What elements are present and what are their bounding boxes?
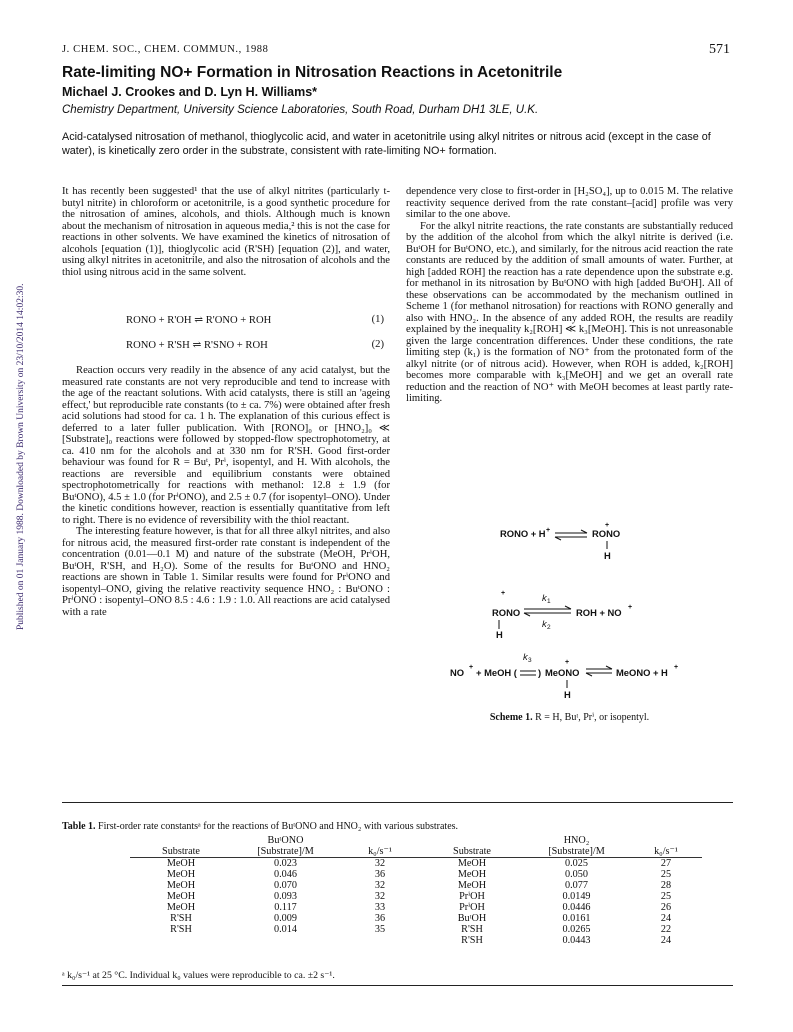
- table-cell: 0.077: [565, 880, 588, 891]
- scheme-r3-right: MeONO + H: [616, 667, 668, 678]
- table-row: [130, 902, 702, 913]
- table-cell: R'SH: [461, 935, 483, 946]
- table-cell: 25: [660, 891, 672, 902]
- table-cell: 0.117: [274, 902, 297, 913]
- table-cell: 28: [660, 880, 672, 891]
- table-cell: PrⁱOH: [459, 902, 485, 913]
- table-cell: MeOH: [166, 880, 196, 891]
- scheme-r3-mid: + MeOH (: [476, 667, 517, 678]
- scheme-r3-charge: +: [565, 659, 570, 666]
- scheme-r3-no-charge: +: [469, 664, 474, 671]
- left-paragraph-2: Reaction occurs very readily in the absence of any acid catalyst, but the measured rate constants are not very reproducible and tend to increase with the age of the reactant solutions. With acid catalysts, there is still an 'ageing effect,' but reproducible rate constants (to ± ca. 7%) were obtained after fresh acid solutions had stood for ca. 1 h. The explanation of this curious effect is deferred to a later fuller publication. With [RONO]₀ or [HNO₂]₀ ≪ [Substrate]₀ reactions were followed by stopped-flow spectrophotometry, at ca. 410 nm for the alcohols and at 330 nm for R'SH. Good first-order behaviour was found for R = Buᵗ, Prⁱ, isopentyl, and H. With alcohols, the reactions are reversible and equilibrium constants were obtained spectrophotometrically for reactions with methanol: 12.8 ± 1.9 (for BuᵗONO), 4.5 ± 1.0 (for PrⁱONO), and 2.5 ± 0.7 (for isopentyl–ONO). Under the kinetic conditions however, reaction is essentially quantitative from left to right. There is no evidence of reversibility with the thiol reactant.: [62, 365, 390, 526]
- download-stamp-text: Published on 01 January 1988. Downloaded by Brown University on 23/10/2014 14:02:30.: [16, 283, 26, 630]
- table-row: [130, 858, 702, 870]
- table-cell: [339, 935, 421, 946]
- table-cell: 0.0446: [562, 902, 591, 913]
- table-cell: 0.070: [274, 880, 297, 891]
- abstract: Acid-catalysed nitrosation of methanol, thioglycolic acid, and water in acetonitrile using alkyl nitrites or nitrous acid (except in the case of water), is kinetically zero order in the substrate, consistent with rate-limiting NO+ formation.: [62, 131, 711, 157]
- table-row: [130, 913, 702, 924]
- table-cell: 26: [660, 902, 672, 913]
- scheme-r1-charge: +: [605, 522, 610, 529]
- column-header: [Substrate]/M: [257, 846, 314, 857]
- scheme-r3-close: ): [538, 667, 542, 678]
- scheme-r1-left: RONO + H: [500, 528, 546, 539]
- left-paragraph-1: It has recently been suggested¹ that the use of alkyl nitrites (particularly t-butyl nitrite) in chloroform or acetonitrile, is a good synthetic procedure for the nitrosation of amines, alcohols, and thiols. Although much is known about the mechanism of nitrosation in aqueous media,² this is not the case for reactions in other solvents. We have examined the kinetics of nitrosation of alcohols [equation (1)], thioglycolic acid (R'SH) [equation (2)], and water, using alkyl nitrites in acetonitrile, and also the nitrosation of alcohols and the thiol using nitrous acid in the same solvent.: [62, 186, 390, 278]
- table-cell: 0.0443: [562, 935, 591, 946]
- scheme-caption: [406, 712, 733, 723]
- table-cell: 0.0265: [562, 924, 591, 935]
- equation-1: [62, 314, 390, 328]
- left-column: [62, 186, 390, 278]
- table-cell: R'SH: [170, 913, 192, 924]
- table-cell: 32: [374, 891, 386, 902]
- page-number: 571: [709, 42, 730, 57]
- column-header: k₀/s⁻¹: [368, 846, 392, 857]
- table-cell: MeOH: [457, 880, 487, 891]
- left-column-lower: [62, 365, 390, 618]
- table-cell: 0.0149: [562, 891, 591, 902]
- table-cell: 0.014: [274, 924, 297, 935]
- table-cell: 0.025: [565, 858, 588, 869]
- rate-constants-table: [130, 835, 702, 946]
- table-cell: [130, 935, 232, 946]
- equation-2-formula: RONO + R'SH ⇌ R'SNO + ROH: [126, 340, 268, 351]
- table-cell: MeOH: [457, 869, 487, 880]
- scheme-k3-sub: 3: [528, 657, 532, 664]
- table-top-rule: [62, 802, 733, 803]
- table-cell: 35: [374, 924, 386, 935]
- table-cell: 0.023: [274, 858, 297, 869]
- article-title: [62, 64, 562, 82]
- table-cell: 24: [660, 935, 672, 946]
- group-label-right: HNO₂: [563, 835, 590, 846]
- scheme-k2: k: [542, 618, 547, 629]
- scheme-r3-h: H: [564, 689, 571, 700]
- right-paragraph-2: For the alkyl nitrite reactions, the rate constants are substantially reduced by the addition of the alcohol from which the alkyl nitrite is derived (i.e. BuᵗOH for BuᵗONO, etc.), and similarly, for the nitrous acid reaction the rate constants are reduced by the addition of small amounts of water. Further, at high [added ROH] the reaction has a rate dependence upon the substrate e.g. for methanol in its nitrosation by BuᵗONO with high [added BuᵗOH]. All of these observations can be accommodated by the mechanism outlined in Scheme 1 (for methanol nitrosation) for reactions with RONO generally and also with HNO₂. In the absence of any added ROH, the results are readily explained by the inequality k₂[ROH] ≪ k₃[MeOH]. This is not unreasonable given the large concentration differences. Under these conditions, the rate limiting step (k₁) is the formation of NO⁺ from the protonated form of the alkyl nitrite (or of nitrous acid). However, when ROH is added, k₂[ROH] becomes more comparable with k₃[MeOH] and we get an overall rate reduction and the reaction of NO⁺ with MeOH becomes at least partly rate-limiting.: [406, 220, 733, 404]
- table-cell: MeOH: [166, 858, 196, 869]
- table-cell: 0.009: [274, 913, 297, 924]
- table-cell: 32: [374, 858, 386, 869]
- authors: Michael J. Crookes and D. Lyn H. Williams*: [62, 85, 318, 99]
- table-cell: R'SH: [170, 924, 192, 935]
- table-row: [130, 891, 702, 902]
- table-cell: 36: [374, 869, 386, 880]
- scheme-r1-right: RONO: [592, 528, 621, 539]
- table-footnote: ᵃ k₀/s⁻¹ at 25 °C. Individual k₀ values were reproducible to ca. ±2 s⁻¹.: [62, 970, 335, 981]
- table-bottom-rule: [62, 985, 733, 986]
- table-cell: 32: [374, 880, 386, 891]
- scheme-r2-h: H: [496, 629, 503, 640]
- column-header: Substrate: [162, 846, 200, 857]
- table-cell: BuᵗOH: [457, 913, 487, 924]
- table-caption-label: Table 1.: [62, 821, 96, 832]
- table-cell: 24: [660, 913, 672, 924]
- scheme-r2-left: RONO: [492, 607, 521, 618]
- table-caption-text: First-order rate constantsᵃ for the reactions of BuᵗONO and HNO₂ with various substrates.: [95, 821, 459, 832]
- equation-1-number: (1): [371, 314, 384, 325]
- download-stamp: [4, 30, 26, 990]
- equation-2-number: (2): [371, 339, 384, 350]
- scheme-caption-label: Scheme 1.: [489, 712, 533, 723]
- table-cell: MeOH: [166, 902, 196, 913]
- equation-1-formula: RONO + R'OH ⇌ R'ONO + ROH: [126, 315, 272, 326]
- table-cell: PrⁱOH: [459, 891, 485, 902]
- scheme-r3-meono-h: MeONO: [545, 667, 580, 678]
- column-header: k₀/s⁻¹: [654, 846, 678, 857]
- scheme-r2-no-charge: +: [628, 604, 633, 611]
- table-row: [130, 924, 702, 935]
- table-cell: 0.046: [274, 869, 297, 880]
- table-cell: MeOH: [457, 858, 487, 869]
- table-caption: [62, 821, 458, 832]
- scheme-k1: k: [542, 592, 547, 603]
- table-header-row: [130, 846, 702, 858]
- right-paragraph-1: dependence very close to first-order in [H₂SO₄], up to 0.015 M. The relative reactivity sequence derived from the rate constant–[acid] profile was very similar to the one above.: [406, 186, 733, 220]
- column-header: [Substrate]/M: [548, 846, 605, 857]
- table-row: [130, 880, 702, 891]
- scheme-r3-h-charge: +: [674, 664, 679, 671]
- equation-2: [62, 339, 390, 353]
- column-header: Substrate: [453, 846, 491, 857]
- affiliation: Chemistry Department, University Science Laboratories, South Road, Durham DH1 3LE, U.K.: [62, 104, 539, 116]
- scheme-k3: k: [523, 651, 528, 662]
- scheme-1-diagram: [406, 512, 733, 790]
- table-cell: 33: [374, 902, 386, 913]
- table-cell: [232, 935, 339, 946]
- group-label-left: BuᵗONO: [267, 835, 304, 846]
- scheme-k2-sub: 2: [547, 624, 551, 631]
- table-cell: 0.0161: [562, 913, 591, 924]
- table-cell: 27: [660, 858, 672, 869]
- scheme-caption-text: R = H, Buᵗ, Prⁱ, or isopentyl.: [532, 712, 650, 723]
- table-cell: 0.093: [274, 891, 297, 902]
- scheme-r2-charge: +: [501, 590, 506, 597]
- left-paragraph-3: The interesting feature however, is that for all three alkyl nitrites, and also for nitrous acid, the measured first-order rate constant is independent of the concentration (0.01—0.1 M) and nature of the substrate (MeOH, PrⁱOH, BuᵗOH, R'SH, and H₂O). Some of the results for BuᵗONO and HNO₂ reactions are shown in Table 1. Similar results were found for PrⁱONO and isopentyl–ONO, giving the relative reactivity sequence HNO₂ : BuᵗONO : PrⁱONO : isopentyl–ONO 8.5 : 4.6 : 1.9 : 1.0. All reactions are acid catalysed with a rate: [62, 526, 390, 618]
- scheme-r2-right: ROH + NO: [576, 607, 622, 618]
- table-group-header: [130, 835, 702, 846]
- table-row: [130, 869, 702, 880]
- scheme-r1-h: H: [604, 550, 611, 561]
- scheme-k1-sub: 1: [547, 598, 551, 605]
- table-cell: R'SH: [461, 924, 483, 935]
- table-cell: 36: [374, 913, 386, 924]
- scheme-r1-plus: +: [546, 527, 551, 534]
- table-cell: 25: [660, 869, 672, 880]
- table-cell: MeOH: [166, 869, 196, 880]
- table-row: [130, 935, 702, 946]
- table-cell: 0.050: [565, 869, 588, 880]
- table-cell: 22: [660, 924, 672, 935]
- right-column: [406, 186, 733, 405]
- table-cell: MeOH: [166, 891, 196, 902]
- journal-header: J. CHEM. SOC., CHEM. COMMUN., 1988: [62, 44, 269, 55]
- scheme-r3-no: NO: [450, 667, 465, 678]
- article-title-text: Rate-limiting NO+ Formation in Nitrosation Reactions in Acetonitrile: [62, 64, 563, 81]
